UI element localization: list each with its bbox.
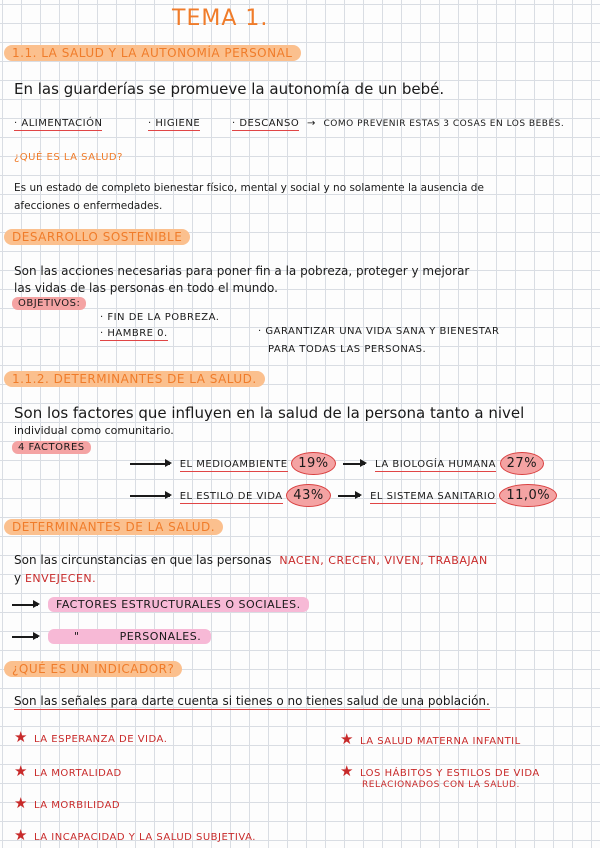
determinantes-text-2: individual como comunitario. <box>14 424 174 437</box>
star-icon: ★ <box>14 762 28 780</box>
objective-1: · FIN DE LA POBREZA. <box>100 312 220 323</box>
indicator-4-text: LA INCAPACIDAD Y LA SALUD SUBJETIVA. <box>33 832 256 843</box>
care-item-descanso-text: · DESCANSO <box>232 118 300 129</box>
star-icon: ★ <box>14 826 28 844</box>
objective-3-line-2: PARA TODAS LAS PERSONAS. <box>268 344 427 355</box>
objectives-label-text: OBJETIVOS: <box>12 297 86 310</box>
factor-row-1 <box>130 452 544 475</box>
arrow-icon <box>343 463 365 464</box>
objective-2 <box>100 328 168 339</box>
objective-3-line-1: · GARANTIZAR UNA VIDA SANA Y BIENESTAR <box>258 326 500 337</box>
factor-estilo-vida-value: 43% <box>286 484 330 507</box>
section-heading-indicador <box>4 662 182 676</box>
circunstancias-verbs: NACEN, CRECEN, VIVEN, TRABAJAN <box>279 554 488 567</box>
section-heading-1-1-2-text: 1.1.2. DETERMINANTES DE LA SALUD. <box>4 371 265 387</box>
section-heading-indicador-text: ¿QUÉ ES UN INDICADOR? <box>4 661 182 677</box>
indicator-6-line-2: RELACIONADOS CON LA SALUD. <box>362 780 520 790</box>
factor-personales-row <box>12 630 211 643</box>
care-item-higiene <box>148 118 200 129</box>
circunstancias-text: Son las circunstancias en que las personas <box>14 553 272 567</box>
circunstancias-verb-last: ENVEJECEN. <box>24 572 97 585</box>
factor-personales-box <box>48 629 211 644</box>
circunstancias-line-1 <box>14 553 488 567</box>
factor-estilo-vida: EL ESTILO DE VIDA <box>179 491 283 502</box>
factor-medioambiente: EL MEDIOAMBIENTE <box>179 459 288 470</box>
section-heading-1-1-2 <box>4 372 265 386</box>
page-title: TEMA 1. <box>172 6 269 31</box>
factor-estructurales: FACTORES ESTRUCTURALES O SOCIALES. <box>48 597 309 612</box>
desarrollo-text-2: las vidas de las personas en todo el mundo. <box>14 281 278 295</box>
indicator-6 <box>340 762 540 780</box>
indicator-2-text: LA MORTALIDAD <box>33 768 122 779</box>
ditto-mark: " <box>74 630 80 643</box>
arrow-icon <box>130 495 170 496</box>
star-icon: ★ <box>14 794 28 812</box>
question-salud: ¿QUÉ ES LA SALUD? <box>14 152 123 163</box>
objectives-label <box>12 298 86 309</box>
care-item-alimentacion-text: · ALIMENTACIÓN <box>14 118 103 129</box>
section-heading-determinantes <box>4 520 223 534</box>
arrow-icon <box>12 604 38 605</box>
care-item-descanso <box>232 118 564 129</box>
section-heading-1-1 <box>4 46 301 60</box>
factor-sistema-sanitario: EL SISTEMA SANITARIO <box>370 491 496 502</box>
indicator-2 <box>14 762 122 780</box>
indicator-5-text: LA SALUD MATERNA INFANTIL <box>359 736 521 747</box>
section-heading-determinantes-text: DETERMINANTES DE LA SALUD. <box>4 519 223 535</box>
arrow-icon: → <box>306 118 316 129</box>
answer-line-1: Es un estado de completo bienestar físico, mental y social y no solamente la ausencia de <box>14 182 484 194</box>
indicator-4 <box>14 826 256 844</box>
arrow-icon <box>12 636 38 637</box>
factor-biologia-value: 27% <box>500 452 544 475</box>
arrow-icon <box>338 495 360 496</box>
factor-biologia: LA BIOLOGÍA HUMANA <box>375 459 496 470</box>
answer-line-2: afecciones o enfermedades. <box>14 200 163 212</box>
star-icon: ★ <box>14 728 28 746</box>
indicador-text-content: Son las señales para darte cuenta si tienes o no tienes salud de una población. <box>14 694 490 708</box>
desarrollo-text-1: Son las acciones necesarias para poner fin a la pobreza, proteger y mejorar <box>14 264 470 278</box>
indicator-1-text: LA ESPERANZA DE VIDA. <box>33 734 168 745</box>
care-item-alimentacion <box>14 118 102 129</box>
star-icon: ★ <box>340 730 354 748</box>
circunstancias-line-2 <box>14 571 96 585</box>
intro-text: En las guarderías se promueve la autonomía de un bebé. <box>14 80 445 98</box>
care-item-higiene-text: · HIGIENE <box>148 118 201 129</box>
section-heading-1-1-text: 1.1. LA SALUD Y LA AUTONOMÍA PERSONAL <box>4 45 301 61</box>
factors-label-text: 4 FACTORES <box>12 441 91 454</box>
star-icon: ★ <box>340 762 354 780</box>
objective-2-text: · HAMBRE 0. <box>100 328 168 339</box>
indicator-6-text-1: LOS HÁBITOS Y ESTILOS DE VIDA <box>359 768 540 779</box>
factor-row-2 <box>130 484 557 507</box>
section-heading-desarrollo-text: DESARROLLO SOSTENIBLE <box>4 229 190 245</box>
section-heading-desarrollo <box>4 230 190 244</box>
factor-personales: PERSONALES. <box>119 630 202 643</box>
factor-sistema-sanitario-value: 11,0% <box>499 484 557 507</box>
circunstancias-y: y <box>14 571 22 585</box>
indicator-1 <box>14 728 167 746</box>
indicator-3 <box>14 794 120 812</box>
indicator-3-text: LA MORBILIDAD <box>33 800 121 811</box>
factor-medioambiente-value: 19% <box>291 452 335 475</box>
care-note: COMO PREVENIR ESTAS 3 COSAS EN LOS BEBÉS. <box>323 119 565 129</box>
determinantes-text-1: Son los factores que influyen en la salud de la persona tanto a nivel <box>14 404 525 422</box>
factor-estructurales-row <box>12 598 309 611</box>
arrow-icon <box>130 463 170 464</box>
factors-label <box>12 442 91 453</box>
indicador-text <box>14 694 490 708</box>
indicator-5 <box>340 730 521 748</box>
